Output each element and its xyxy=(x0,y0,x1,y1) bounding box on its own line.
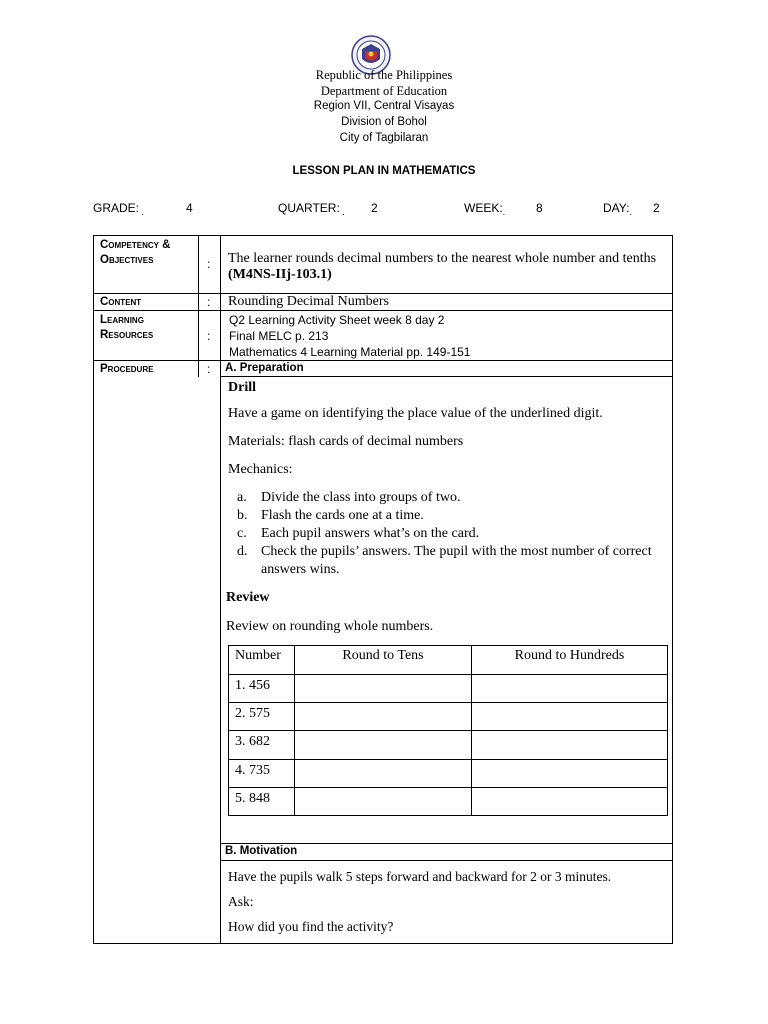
lesson-plan-title: LESSON PLAN IN MATHEMATICS xyxy=(292,165,476,177)
table-header: Number xyxy=(229,646,295,675)
competency-text: The learner rounds decimal numbers to the nearest whole number and tenths (M4NS-IIj-103.1) xyxy=(228,251,657,282)
quarter-label: QUARTER: $_.$ xyxy=(278,201,345,217)
colon: : xyxy=(207,329,211,343)
motivation-heading: B. Motivation xyxy=(225,845,298,857)
review-title: Review xyxy=(226,590,270,605)
divider xyxy=(220,235,221,944)
review-text: Review on rounding whole numbers. xyxy=(226,619,434,634)
resources-list xyxy=(229,312,470,360)
table-header: Round to Hundreds xyxy=(472,646,668,675)
divider xyxy=(93,310,673,311)
drill-title: Drill xyxy=(228,380,256,395)
divider xyxy=(220,843,673,844)
grade-label: GRADE: $_.$ xyxy=(93,201,145,217)
competency-label: Competency & Objectives xyxy=(100,239,171,266)
table-row: 2. 575 xyxy=(229,703,668,731)
divider xyxy=(220,376,673,377)
list-item: d. Check the pupils’ answers. The pupil with the most number of correct answers wins. xyxy=(237,544,652,577)
table-row: 4. 735 xyxy=(229,759,668,787)
mechanics-steps xyxy=(228,489,658,579)
day-label: $DAY:_.$ xyxy=(603,201,632,217)
header-city: City of Tagbilaran xyxy=(339,132,429,144)
colon: : xyxy=(207,295,211,309)
resources-label: Learning Resources xyxy=(100,314,154,341)
list-item: a. Divide the class into groups of two. xyxy=(237,490,461,505)
resource-item: Q2 Learning Activity Sheet week 8 day 2 xyxy=(229,313,445,327)
procedure-label: Procedure xyxy=(100,363,154,375)
mechanics-label: Mechanics: xyxy=(228,462,293,477)
table-row: 1. 456 xyxy=(229,675,668,703)
preparation-heading: A. Preparation xyxy=(225,362,304,374)
colon: : xyxy=(207,257,211,271)
ask-label: Ask: xyxy=(228,894,254,909)
content-label: Content xyxy=(100,296,142,308)
table-header: Round to Tens xyxy=(295,646,472,675)
quarter-value: 2 xyxy=(371,201,378,215)
list-item: c. Each pupil answers what’s on the card. xyxy=(237,526,480,541)
motivation-text: Have the pupils walk 5 steps forward and backward for 2 or 3 minutes. xyxy=(228,869,612,884)
table-row: 3. 682 xyxy=(229,731,668,759)
rounding-table xyxy=(228,645,668,816)
header-division: Division of Bohol xyxy=(341,116,427,128)
colon: : xyxy=(207,362,211,376)
list-item: b. Flash the cards one at a time. xyxy=(237,508,424,523)
header-republic: Republic of the Philippines xyxy=(315,68,453,82)
header-region: Region VII, Central Visayas xyxy=(313,100,455,112)
resource-item: Mathematics 4 Learning Material pp. 149-151 xyxy=(229,345,471,359)
grade-value: 4 xyxy=(186,201,193,215)
content-text: Rounding Decimal Numbers xyxy=(228,294,389,309)
divider xyxy=(93,360,673,361)
week-label: $WEEK:_.$ xyxy=(464,201,506,217)
divider xyxy=(198,235,199,377)
drill-text: Have a game on identifying the place value of the underlined digit. xyxy=(228,406,603,421)
motivation-question: How did you find the activity? xyxy=(228,919,394,934)
materials-text: Materials: flash cards of decimal numbers xyxy=(228,434,464,449)
week-value: 8 xyxy=(536,201,543,215)
header-department: Department of Education xyxy=(320,84,448,98)
divider xyxy=(220,860,673,861)
table-row: 5. 848 xyxy=(229,787,668,815)
day-value: 2 xyxy=(653,201,660,215)
resource-item: Final MELC p. 213 xyxy=(229,329,329,343)
